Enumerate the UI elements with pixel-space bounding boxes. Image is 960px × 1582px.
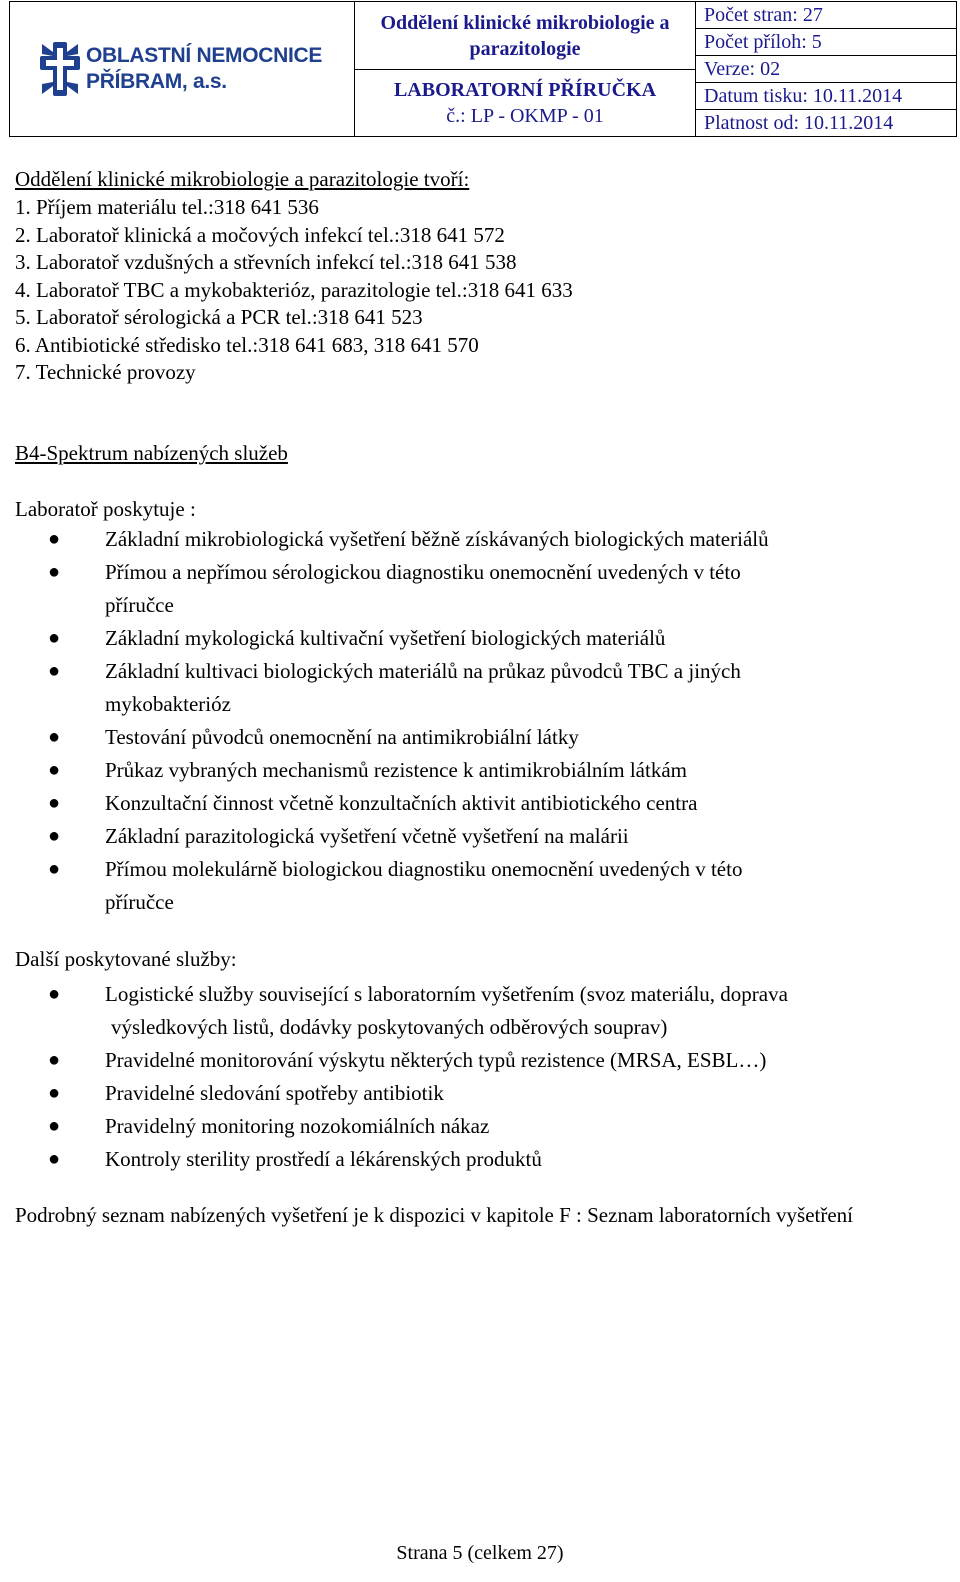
logo-line-2: PŘÍBRAM, a.s. [86, 70, 227, 93]
list-item: ● Základní mikrobiologická vyšetření běžně získávaných biologických materiálů [0, 523, 940, 556]
closing-paragraph: Podrobný seznam nabízených vyšetření je k dispozici v kapitole F : Seznam laboratorních vyšetření [15, 1203, 854, 1227]
list-item: 3. Laboratoř vzdušných a střevních infekcí tel.:318 641 538 [15, 250, 517, 274]
document-header [9, 1, 957, 137]
bullet-dot-icon: ● [48, 627, 61, 649]
department-name: Oddělení klinické mikrobiologie a parazitologie [380, 11, 670, 60]
section-title: B4-Spektrum nabízených služeb [15, 441, 288, 465]
bullet-dot-icon: ● [48, 660, 61, 682]
bullet-dot-icon: ● [48, 561, 61, 583]
bullet-dot-icon: ● [48, 726, 61, 748]
list-item: 7. Technické provozy [15, 360, 196, 384]
logo-cell [10, 2, 355, 137]
bullet-dot-icon: ● [48, 1082, 61, 1104]
list-item: 5. Laboratoř sérologická a PCR tel.:318 641 523 [15, 305, 423, 329]
page-footer: Strana 5 (celkem 27) [396, 1542, 564, 1564]
hospital-logo [10, 40, 354, 98]
list-item: ● Pravidelné sledování spotřeby antibiotik [0, 1077, 940, 1110]
other-services-list [0, 978, 940, 1176]
bullet-dot-icon: ● [48, 858, 61, 880]
bullet-dot-icon: ● [48, 759, 61, 781]
list-item: ● Přímou molekulárně biologickou diagnostiku onemocnění uvedených v této příručce [0, 853, 940, 919]
other-services-intro: Další poskytované služby: [15, 947, 237, 971]
list-item: ● Pravidelné monitorování výskytu některých typů rezistence (MRSA, ESBL…) [0, 1044, 940, 1077]
bullet-dot-icon: ● [48, 1115, 61, 1137]
list-item: ● Základní parazitologická vyšetření včetně vyšetření na malárii [0, 820, 940, 853]
list-item: ● Základní kultivaci biologických materiálů na průkaz původců TBC a jiných mykobakterióz [0, 655, 940, 721]
logo-line-1: OBLASTNÍ NEMOCNICE [86, 44, 323, 67]
department-cell [355, 2, 696, 70]
bullet-dot-icon: ● [48, 528, 61, 550]
meta-page-count: Počet stran: 27 [696, 2, 956, 29]
bullet-dot-icon: ● [48, 1148, 61, 1170]
list-item: ● Přímou a nepřímou sérologickou diagnostiku onemocnění uvedených v této příručce [0, 556, 940, 622]
structure-heading: Oddělení klinické mikrobiologie a parazitologie tvoří: [15, 167, 470, 191]
doc-title-cell [355, 70, 696, 137]
list-item: 4. Laboratoř TBC a mykobakterióz, parazitologie tel.:318 641 633 [15, 277, 573, 302]
list-item: ● Základní mykologická kultivační vyšetření biologických materiálů [0, 622, 940, 655]
structure-list [15, 194, 940, 387]
list-item: ● Logistické služby související s laboratorním vyšetřením (svoz materiálu, doprava výsledkových listů, dodávky poskytovaných odběrových souprav) [0, 978, 940, 1044]
bullet-dot-icon: ● [48, 825, 61, 847]
doc-number: č.: LP - OKMP - 01 [446, 105, 604, 127]
list-item: ● Testování původců onemocnění na antimikrobiální látky [0, 721, 940, 754]
document-meta [696, 2, 957, 137]
list-item: 6. Antibiotické středisko tel.:318 641 683, 318 641 570 [15, 332, 479, 357]
bullet-dot-icon: ● [48, 792, 61, 814]
doc-title: LABORATORNÍ PŘÍRUČKA [393, 79, 657, 101]
services-list [0, 523, 940, 919]
meta-attachment-count: Počet příloh: 5 [696, 29, 956, 56]
list-item: ● Průkaz vybraných mechanismů rezistence k antimikrobiálním látkám [0, 754, 940, 787]
list-item: ● Kontroly sterility prostředí a lékárenských produktů [0, 1143, 940, 1176]
department-structure [15, 166, 940, 387]
list-item: 1. Příjem materiálu tel.:318 641 536 [15, 195, 319, 219]
meta-valid-from: Platnost od: 10.11.2014 [704, 112, 894, 134]
logo-text [86, 43, 322, 95]
list-item: ● Pravidelný monitoring nozokomiálních nákaz [0, 1110, 940, 1143]
list-item: 2. Laboratoř klinická a močových infekcí tel.:318 641 572 [15, 222, 505, 247]
bullet-dot-icon: ● [48, 1049, 61, 1071]
hospital-cross-logo-icon [38, 40, 82, 98]
list-item: ● Konzultační činnost včetně konzultačních aktivit antibiotického centra [0, 787, 940, 820]
meta-version: Verze: 02 [696, 56, 956, 83]
services-intro: Laboratoř poskytuje : [15, 497, 196, 521]
meta-print-date: Datum tisku: 10.11.2014 [696, 83, 956, 110]
bullet-dot-icon: ● [48, 983, 61, 1005]
